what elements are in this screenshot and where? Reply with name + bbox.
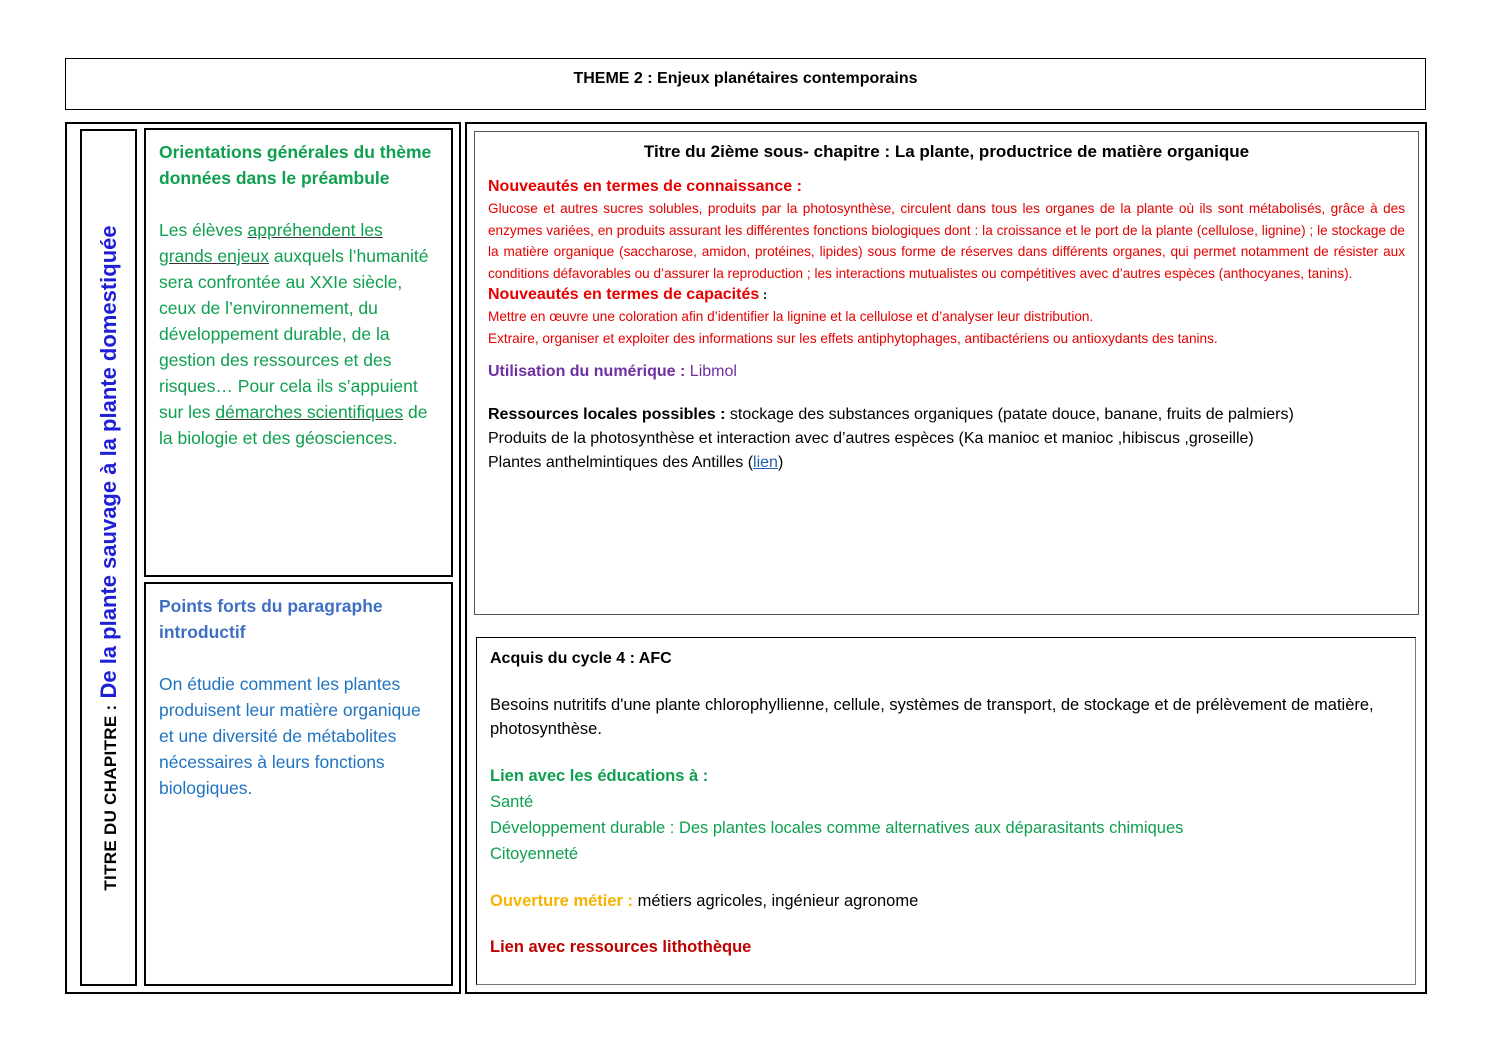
ressources-text: ) bbox=[777, 454, 784, 471]
education-item: Développement durable : Des plantes locales comme alternatives aux déparasitants chimiques bbox=[490, 819, 1184, 837]
sous-chapitre-box bbox=[474, 131, 1419, 615]
antilles-plants-link[interactable]: lien bbox=[753, 454, 778, 471]
theme-header bbox=[65, 58, 1426, 110]
acquis-text: Besoins nutritifs d'une plante chlorophyllienne, cellule, systèmes de transport, de stockage et de prélèvement de matière, photosynthèse. bbox=[490, 696, 1374, 738]
acquis-box bbox=[476, 637, 1416, 985]
lithotheque-link-label: Lien avec ressources lithothèque bbox=[490, 938, 752, 956]
capacites-item: Mettre en œuvre une coloration afin d’identifier la lignine et la cellulose et d’analyser leur distribution. bbox=[488, 309, 1094, 324]
points-forts-box bbox=[144, 582, 453, 986]
education-heading: Lien avec les éducations à : bbox=[490, 767, 709, 785]
orientations-underlined-phrase: démarches scientifiques bbox=[215, 402, 404, 422]
acquis-heading: Acquis du cycle 4 : AFC bbox=[490, 650, 672, 667]
ressources-line: Produits de la photosynthèse et interaction avec d’autres espèces (Ka manioc et manioc ,hibiscus ,groseille) bbox=[488, 430, 1254, 447]
capacites-item: Extraire, organiser et exploiter des informations sur les effets antiphytophages, antibactériens ou antioxydants des tanins. bbox=[488, 330, 1218, 346]
capacites-heading bbox=[488, 284, 1405, 306]
ressources-text: stockage des substances organiques (patate douce, banane, fruits de palmiers) bbox=[725, 406, 1294, 423]
orientations-box bbox=[144, 128, 453, 577]
chapter-title-text: De la plante sauvage à la plante domestiquée bbox=[95, 224, 121, 699]
metier-value: métiers agricoles, ingénieur agronome bbox=[633, 892, 919, 910]
points-forts-text: On étudie comment les plantes produisent leur matière organique et une diversité de métabolites nécessaires à leurs fonctions biologiques. bbox=[159, 674, 421, 798]
ressources-line bbox=[488, 451, 1405, 475]
sous-chapitre-title: Titre du 2ième sous- chapitre : La plante, productrice de matière organique bbox=[643, 142, 1250, 161]
ressources-block bbox=[488, 403, 1405, 475]
metier-line bbox=[490, 889, 1402, 913]
connaissance-heading: Nouveautés en termes de connaissance : bbox=[488, 178, 802, 195]
ressources-label: Ressources locales possibles : bbox=[488, 406, 726, 423]
chapter-title-column bbox=[80, 129, 137, 986]
education-item: Citoyenneté bbox=[490, 845, 579, 863]
ressources-text: Plantes anthelmintiques des Antilles ( bbox=[488, 454, 754, 471]
education-item: Santé bbox=[490, 793, 534, 811]
ressources-line bbox=[488, 403, 1405, 427]
orientations-text-part: de la biologie et des géosciences. bbox=[159, 402, 428, 448]
orientations-text-part: Les élèves bbox=[159, 220, 248, 240]
numerique-value: Libmol bbox=[685, 363, 737, 380]
theme-title: THEME 2 : Enjeux planétaires contemporains bbox=[573, 70, 918, 87]
numerique-line bbox=[488, 361, 1405, 383]
orientations-underlined-phrase: appréhendent les grands enjeux bbox=[159, 220, 383, 266]
orientations-heading: Orientations générales du thème données dans le préambule bbox=[159, 142, 432, 188]
orientations-text-part: auxquels l’humanité sera confrontée au XXIe siècle, ceux de l’environnement, du développement durable, de la gestion des ressources et des risques… Pour cela ils s’appuient sur les bbox=[159, 246, 429, 422]
points-forts-heading: Points forts du paragraphe introductif bbox=[159, 596, 383, 642]
numerique-label: Utilisation du numérique : bbox=[488, 363, 686, 380]
capacites-colon: : bbox=[759, 287, 768, 302]
metier-label: Ouverture métier : bbox=[490, 892, 634, 910]
connaissance-text: Glucose et autres sucres solubles, produits par la photosynthèse, circulent dans tous les organes de la plante où ils sont métabolisés, grâce à des enzymes variées, en produits assurant les différentes fonctions biologiques dont : la croissance et le port de la plante (cellulose, lignine) ; le stockage de la matière organique (saccharose, amidon, protéines, lipides) sous forme de réserves dans différents organes, qui permet notamment de résister aux conditions défavorables ou d’assurer la reproduction ; les interactions mutualistes ou compétitives avec d’autres espèces (anthocyanes, tanins). bbox=[488, 201, 1405, 281]
capacites-heading-text: Nouveautés en termes de capacités bbox=[488, 286, 760, 303]
orientations-text bbox=[159, 217, 439, 451]
chapter-title bbox=[96, 225, 122, 890]
chapter-title-label: TITRE DU CHAPITRE : bbox=[100, 704, 120, 891]
